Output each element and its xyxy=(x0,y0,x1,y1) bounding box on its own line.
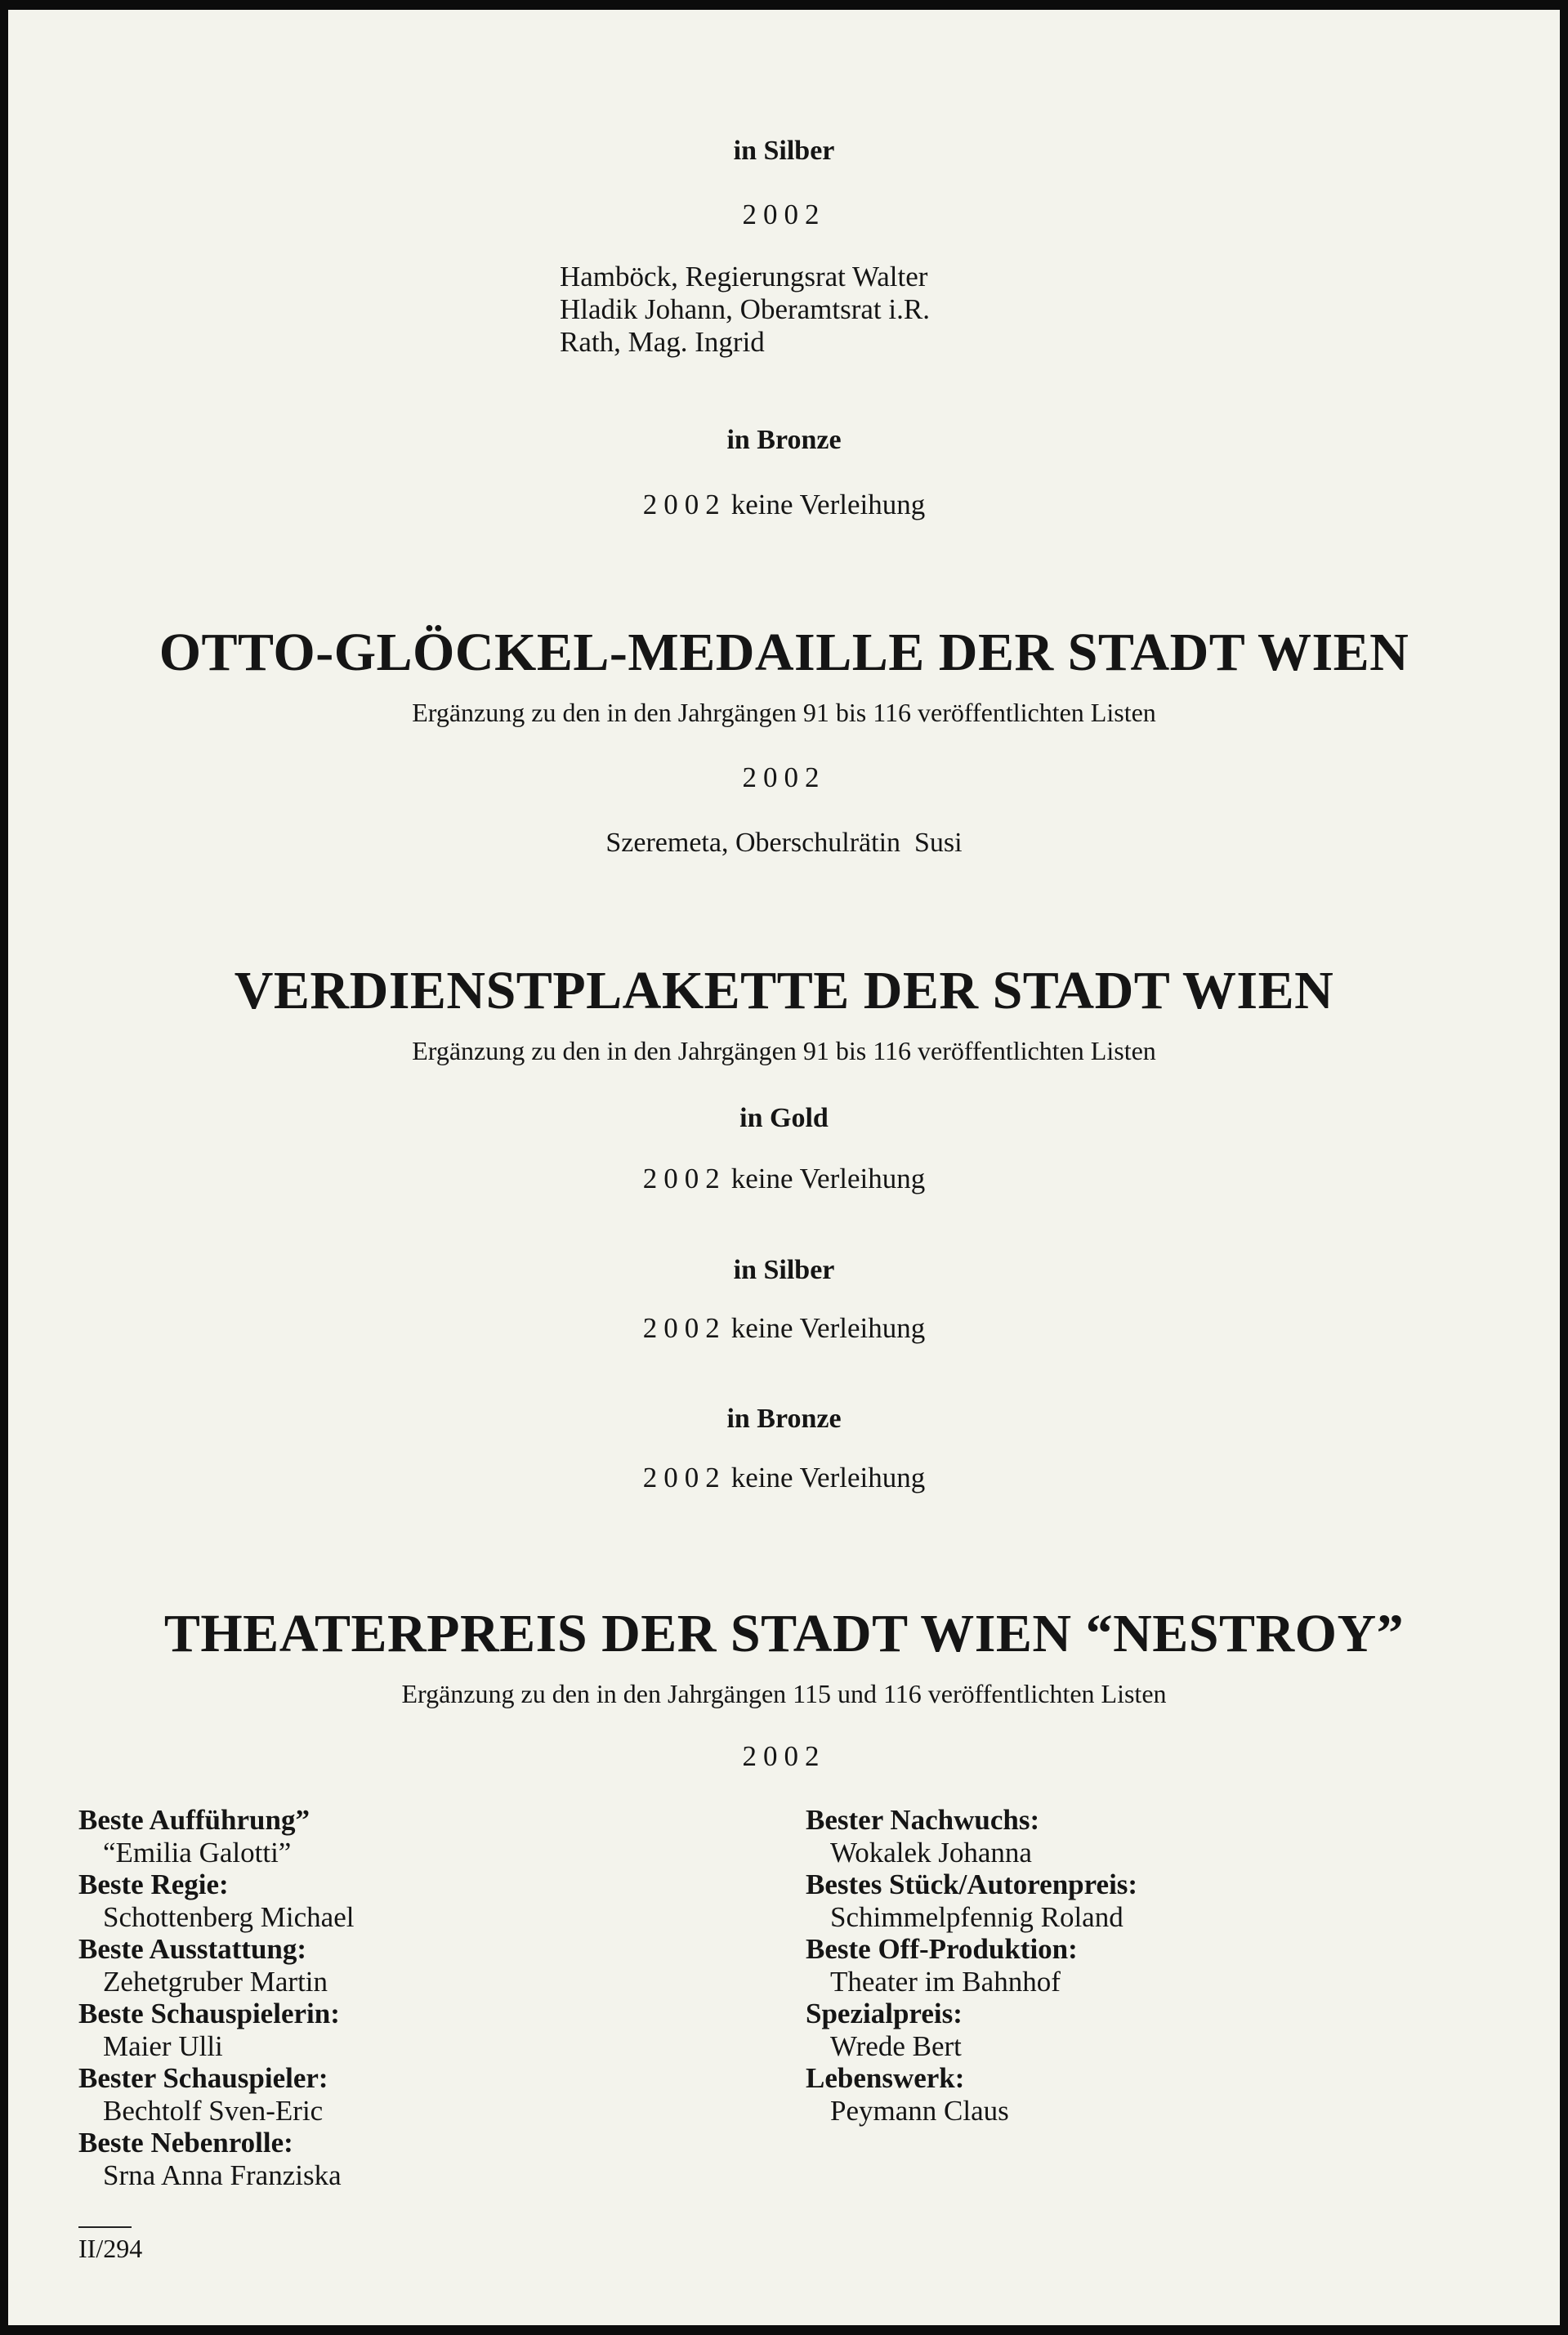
plakette-bronze-year: 2002 xyxy=(642,1462,726,1493)
award-winner: Peymann Claus xyxy=(830,2094,1009,2127)
gloeckel-title: OTTO-GLÖCKEL-MEDAILLE DER STADT WIEN xyxy=(159,623,1409,682)
nestroy-left-column xyxy=(78,1804,354,2191)
award-winner: Zehetgruber Martin xyxy=(103,1965,328,1998)
bronze-note: keine Verleihung xyxy=(730,489,926,520)
page-number: II/294 xyxy=(78,2234,143,2263)
bronze-year: 2002 xyxy=(642,489,726,520)
award-category: Beste Nebenrolle: xyxy=(78,2127,293,2159)
award-winner: Maier Ulli xyxy=(103,2029,223,2062)
award-category: Beste Aufführung” xyxy=(78,1804,310,1836)
award-category: Beste Regie: xyxy=(78,1868,229,1900)
plakette-bronze-line xyxy=(8,1462,1560,1494)
page-number-rule xyxy=(78,2226,132,2228)
plakette-gold-heading: in Gold xyxy=(739,1103,829,1133)
nestroy-subtitle: Ergänzung zu den in den Jahrgängen 115 und 116 veröffentlichten Listen xyxy=(401,1679,1167,1708)
silber-heading: in Silber xyxy=(733,136,835,166)
gloeckel-year: 2002 xyxy=(742,761,826,793)
award-winner: Schimmelpfennig Roland xyxy=(830,1900,1124,1933)
award-winner: Srna Anna Franziska xyxy=(103,2159,342,2191)
gloeckel-recipient: Szeremeta, Oberschulrätin Susi xyxy=(605,828,963,858)
award-winner: Schottenberg Michael xyxy=(103,1900,355,1933)
gloeckel-subtitle: Ergänzung zu den in den Jahrgängen 91 bis 116 veröffentlichten Listen xyxy=(412,698,1156,727)
award-winner: Wrede Bert xyxy=(830,2029,962,2062)
bronze-year-line xyxy=(8,489,1560,521)
award-winner: Wokalek Johanna xyxy=(830,1836,1032,1868)
list-item: Hladik Johann, Oberamtsrat i.R. xyxy=(560,293,930,325)
plakette-gold-line xyxy=(8,1163,1560,1195)
list-item: Rath, Mag. Ingrid xyxy=(560,326,765,358)
award-winner: Bechtolf Sven-Eric xyxy=(103,2094,324,2127)
plakette-bronze-note: keine Verleihung xyxy=(730,1462,926,1493)
silber-year: 2002 xyxy=(742,199,826,230)
plakette-silber-year: 2002 xyxy=(642,1312,726,1344)
list-item: Hamböck, Regierungsrat Walter xyxy=(560,261,928,292)
award-category: Bester Nachwuchs: xyxy=(806,1804,1040,1836)
award-category: Lebenswerk: xyxy=(806,2062,965,2094)
nestroy-year: 2002 xyxy=(742,1740,826,1772)
nestroy-right-column xyxy=(806,1804,1137,2127)
award-winner: “Emilia Galotti” xyxy=(103,1836,292,1868)
plakette-gold-note: keine Verleihung xyxy=(730,1163,926,1194)
nestroy-title: THEATERPREIS DER STADT WIEN “NESTROY” xyxy=(163,1604,1405,1663)
plakette-silber-line xyxy=(8,1312,1560,1345)
award-category: Beste Off-Produktion: xyxy=(806,1933,1078,1965)
award-winner: Theater im Bahnhof xyxy=(830,1965,1061,1998)
bronze-heading: in Bronze xyxy=(726,425,842,455)
award-category: Bester Schauspieler: xyxy=(78,2062,328,2094)
silber-recipient-list xyxy=(560,261,930,359)
plakette-gold-year: 2002 xyxy=(642,1163,726,1194)
award-category: Beste Schauspielerin: xyxy=(78,1998,340,2029)
plakette-silber-note: keine Verleihung xyxy=(730,1312,926,1344)
award-category: Bestes Stück/Autorenpreis: xyxy=(806,1868,1138,1900)
award-category: Beste Ausstattung: xyxy=(78,1933,307,1965)
plakette-silber-heading: in Silber xyxy=(733,1255,835,1285)
plakette-title: VERDIENSTPLAKETTE DER STADT WIEN xyxy=(234,961,1334,1020)
plakette-subtitle: Ergänzung zu den in den Jahrgängen 91 bis 116 veröffentlichten Listen xyxy=(412,1036,1156,1065)
document-page xyxy=(8,10,1560,2325)
plakette-bronze-heading: in Bronze xyxy=(726,1404,842,1434)
award-category: Spezialpreis: xyxy=(806,1998,963,2029)
